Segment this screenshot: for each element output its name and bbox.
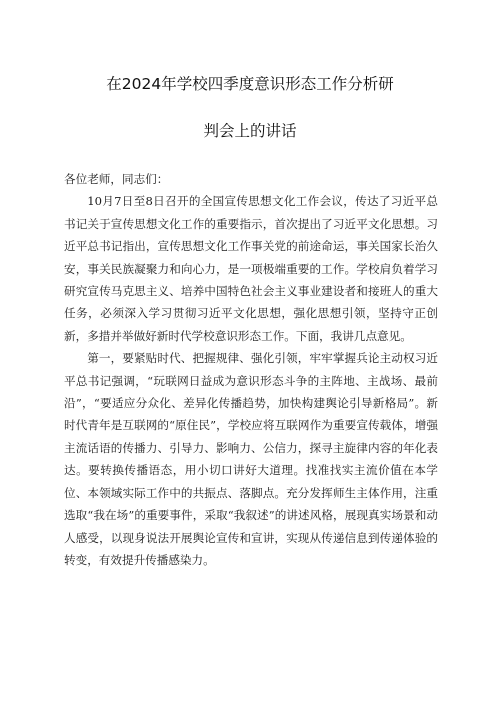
document-title-line-2: 判会上的讲话 [203, 122, 297, 140]
document-body [64, 168, 438, 571]
salutation: 各位老师，同志们： [64, 172, 169, 186]
document-title-line-1: 在2024年学校四季度意识形态工作分析研 [106, 75, 394, 93]
paragraph-1: 10月7日至8日召开的全国宣传思想文化工作会议，传达了习近平总书记关于宣传思想文化工作的重要指示，首次提出了习近平文化思想。习近平总书记指出，宣传思想文化工作事关党的前途命运，事关国家长治久安，事关民族凝聚力和向心力，是一项极端重要的工作。学校肩负着学习研究宣传马克思主义、培养中国特色社会主义事业建设者和接班人的重大任务，必须深入学习贯彻习近平文化思想，强化思想引领，坚持守正创新，多措并举做好新时代学校意识形态工作。下面，我讲几点意见。 [64, 194, 438, 343]
paragraph-2: 第一，要紧贴时代、把握规律、强化引领，牢牢掌握兵论主动权习近平总书记强调，“玩联网日益成为意识形态斗争的主阵地、主战场、最前沿”，“要适应分众化、差异化传播趋势，加快构建舆论引导新格局”。新时代青年是互联网的“原住民”，学校应将互联网作为重要宣传载体，增强主流话语的传播力、引导力、影响力、公信力，探寻主旋律内容的年化表达。要转换传播语态，用小切口讲好大道理。找准找实主流价值在本学位、本领域实际工作中的共振点、落脚点。充分发挥师生主体作用，注重选取“我在场”的重要事件，采取“我叙述”的讲述风格，展现真实场景和动人感受，以现身说法开展舆论宣传和宣讲，实现从传递信息到传递体验的转变，有效提升传播感染力。 [64, 351, 438, 567]
